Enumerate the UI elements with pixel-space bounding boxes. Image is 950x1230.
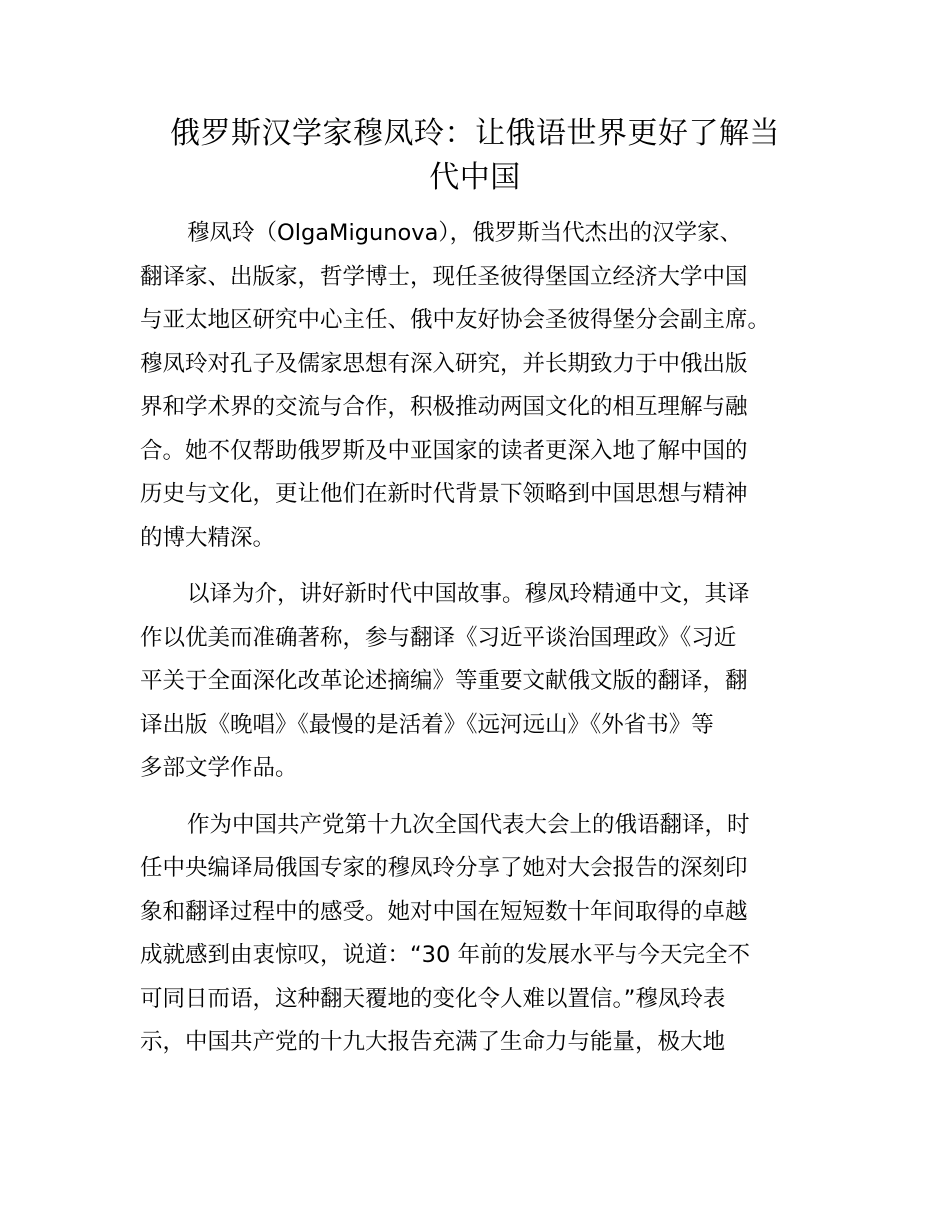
paragraph-line: 翻译家、出版家，哲学博士，现任圣彼得堡国立经济大学中国 bbox=[140, 263, 748, 290]
paragraph-2 bbox=[140, 573, 830, 791]
paragraph-line: 穆凤玲（OlgaMigunova），俄罗斯当代杰出的汉学家、 bbox=[187, 220, 743, 246]
paragraph-line: 历史与文化，更让他们在新时代背景下领略到中国思想与精神 bbox=[140, 481, 748, 507]
paragraph-1 bbox=[140, 212, 830, 560]
title-line-2: 代中国 bbox=[429, 160, 521, 195]
title-line-1: 俄罗斯汉学家穆凤玲：让俄语世界更好了解当 bbox=[170, 116, 780, 151]
paragraph-line: 的博大精深。 bbox=[140, 524, 276, 551]
document-title bbox=[140, 112, 810, 200]
paragraph-line: 示，中国共产党的十九大报告充满了生命力与能量，极大地 bbox=[140, 1029, 726, 1055]
paragraph-line: 译出版《晚唱》《最慢的是活着》《远河远山》《外省书》等 bbox=[140, 711, 714, 738]
paragraph-line: 可同日而语，这种翻天覆地的变化令人难以置信。”穆凤玲表 bbox=[140, 985, 726, 1012]
paragraph-3 bbox=[140, 804, 830, 1065]
paragraph-line: 多部文学作品。 bbox=[140, 755, 298, 781]
paragraph-line: 成就感到由衷惊叹，说道：“30 年前的发展水平与今天完全不 bbox=[140, 942, 750, 968]
paragraph-line: 平关于全面深化改革论述摘编》等重要文献俄文版的翻译，翻 bbox=[140, 668, 748, 694]
paragraph-line: 合。她不仅帮助俄罗斯及中亚国家的读者更深入地了解中国的 bbox=[140, 437, 748, 464]
paragraph-line: 象和翻译过程中的感受。她对中国在短短数十年间取得的卓越 bbox=[140, 898, 748, 925]
paragraph-line: 作为中国共产党第十九次全国代表大会上的俄语翻译，时 bbox=[187, 811, 750, 838]
paragraph-line: 界和学术界的交流与合作，积极推动两国文化的相互理解与融 bbox=[140, 394, 748, 420]
paragraph-line: 穆凤玲对孔子及儒家思想有深入研究，并长期致力于中俄出版 bbox=[140, 350, 748, 377]
paragraph-line: 任中央编译局俄国专家的穆凤玲分享了她对大会报告的深刻印 bbox=[140, 855, 748, 881]
document-body bbox=[140, 212, 830, 1078]
paragraph-line: 作以优美而准确著称，参与翻译《习近平谈治国理政》《习近 bbox=[140, 624, 737, 651]
paragraph-line: 与亚太地区研究中心主任、俄中友好协会圣彼得堡分会副主席。 bbox=[140, 307, 771, 333]
paragraph-line: 以译为介，讲好新时代中国故事。穆凤玲精通中文，其译 bbox=[187, 581, 750, 607]
